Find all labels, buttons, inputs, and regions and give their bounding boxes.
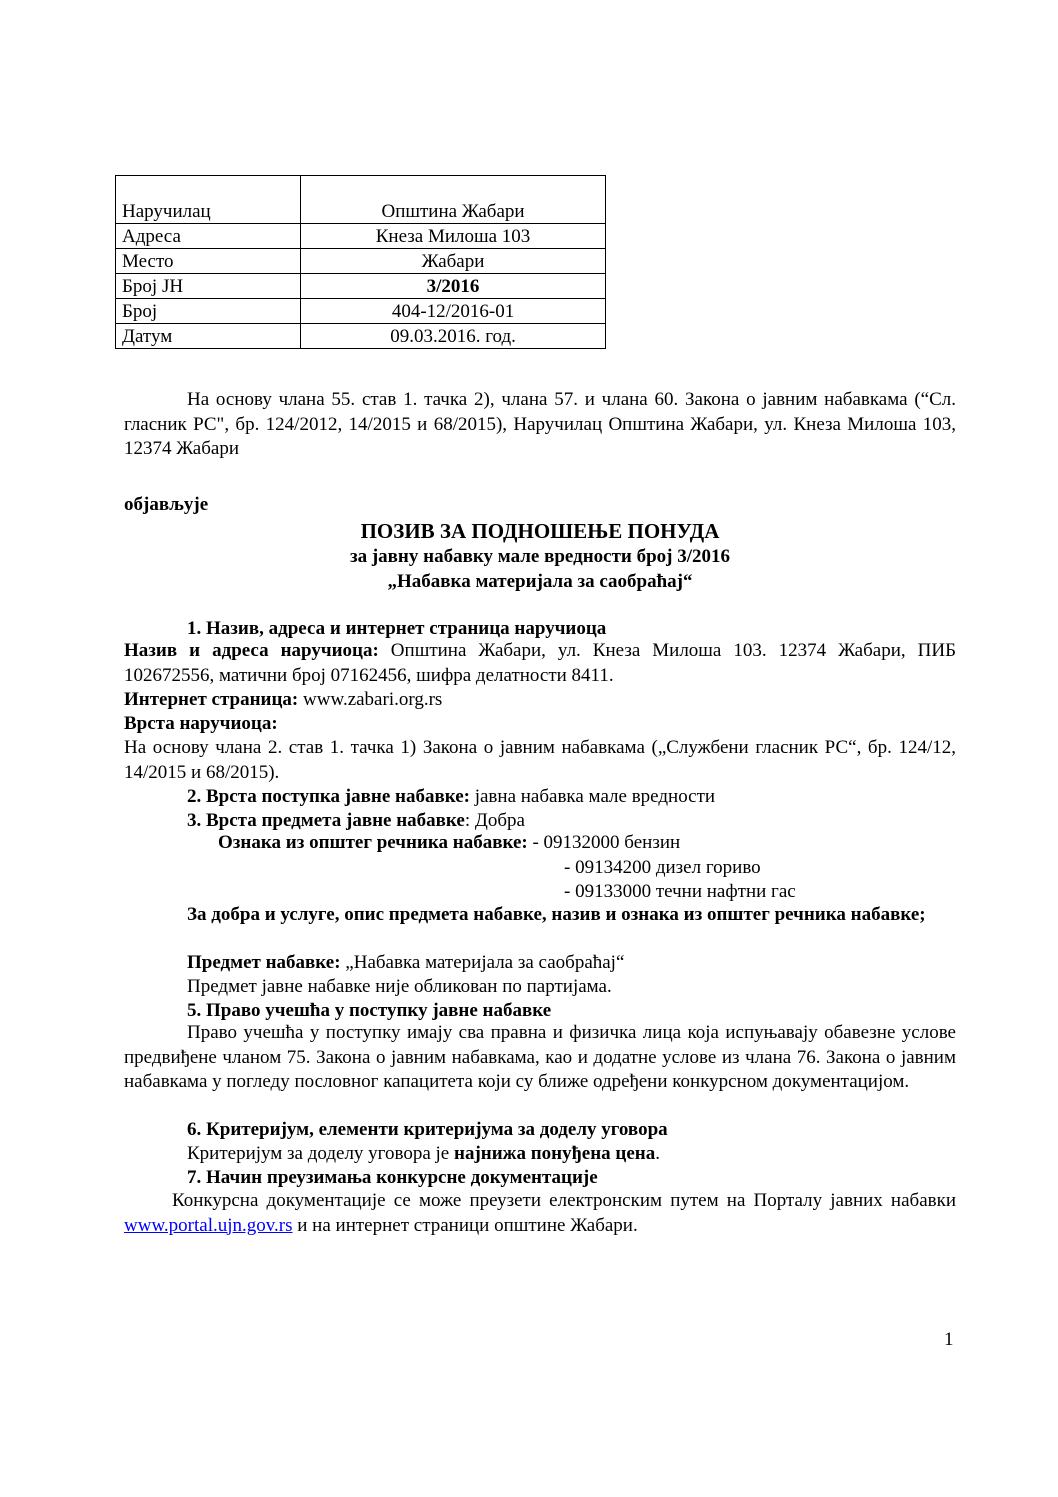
table-row [116,324,606,349]
download-text-end: и на интернет страници општине Жабари. [292,1214,638,1236]
cpv-item: - 09134200 дизел гориво [564,857,761,878]
table-label: Наручилац [116,176,301,224]
section-5-heading: 5. Право учешћа у поступку јавне набавке [187,1000,552,1021]
section-2-label: 2. Врста поступка јавне набавке: [187,786,470,807]
table-label: Број ЈН [116,274,301,299]
section-6-text [124,1142,956,1167]
section-1-heading: 1. Назив, адреса и интернет страница наручиоца [187,618,607,639]
table-label: Број [116,299,301,324]
subject-line [124,951,956,976]
table-row [116,274,606,299]
table-row [116,224,606,249]
section-4-heading: За добра и услуге, опис предмета набавке, назив и ознака из општег речника набавке; [187,904,926,925]
table-row [116,299,606,324]
cpv-label: Ознака из општег речника набавке: [218,832,528,853]
download-text: Конкурсна документацијe се може преузети електронским путем на Порталу јавних набавки [172,1190,956,1211]
document-title: ПОЗИВ ЗА ПОДНОШЕЊЕ ПОНУДА [360,519,720,543]
announce-text: објављује [124,494,209,515]
table-value: Општина Жабари [301,176,606,224]
document-subtitle: за јавну набавку мале вредности број 3/2016 [349,546,731,567]
section-2-text: јавна набавка мале вредности [469,786,716,807]
intro-paragraph: На основу члана 55. став 1. тачка 2), члана 57. и члана 60. Закона о јавним набавкама (“Сл. гласник РС", бр. 124/2012, 14/2015 и 68/2015), Наручилац Општина Жабари, ул. Кнеза Милоша 103, 12374 Жабари [124,389,956,459]
table-row [116,176,606,224]
criteria-end: . [655,1143,661,1164]
page-number: 1 [944,1329,954,1350]
portal-link[interactable]: www.portal.ujn.gov.rs [124,1214,293,1236]
name-label: Назив и адреса наручиоца: [124,640,379,661]
section-5-text: Право учешћа у поступку имају сва правна и физичка лица која испуњавају обавезне услове предвиђене чланом 75. Закона о јавним набавкама, као и додатне услове из члана 76. Закона о јавним набавкама у погледу пословног капацитета који су ближе одређени конкурсном документацијом. [124,1022,956,1092]
section-1-web [124,688,956,713]
type-text: На основу члана 2. став 1. тачка 1) Закона о јавним набавкама („Службени гласник РС“, бр. 124/12, 14/2015 и 68/2015). [124,737,956,783]
subject-label: Предмет набавке: [187,952,341,973]
table-value: Жабари [301,249,606,274]
name-text: Општина Жабари, ул. Кнеза Милоша 103. 12374 Жабари, ПИБ 102672556, матични број 07162456, шифра делатности 8411. [124,640,956,686]
type-label: Врста наручиоца: [124,713,278,734]
section-3-text: : Добра [464,810,525,831]
table-value: 404-12/2016-01 [301,299,606,324]
section-7-text [124,1189,956,1238]
table-label: Адреса [116,224,301,249]
web-label: Интернет страница: [124,689,299,710]
table-label: Место [116,249,301,274]
web-text: www.zabari.org.rs [298,689,443,710]
section-2 [124,785,956,810]
header-table [115,175,606,349]
table-value: Кнеза Милоша 103 [301,224,606,249]
table-row [116,249,606,274]
subject-text: „Набавка материјала за саобраћај“ [340,952,625,973]
section-1-name [124,639,956,688]
section-7-heading: 7. Начин преузимања конкурсне документације [187,1167,598,1188]
section-3 [124,809,956,834]
table-value: 3/2016 [301,274,606,299]
table-value: 09.03.2016. год. [301,324,606,349]
lots-text: Предмет јавне набавке није обликован по партијама. [187,976,612,997]
criteria-bold: најнижа понуђена цена [454,1143,656,1164]
criteria-text: Критеријум за доделу уговора је [187,1143,454,1164]
section-3-label: 3. Врста предмета јавне набавке [187,810,465,831]
cpv-item: - 09133000 течни нафтни гас [564,881,796,902]
section-6-heading: 6. Критеријум, елементи критеријума за доделу уговора [187,1119,668,1140]
cpv-item: - 09132000 бензин [532,832,681,853]
table-label: Датум [116,324,301,349]
subject-title: „Набавка материјала за саобраћај“ [387,571,693,592]
cpv-row [124,831,956,856]
